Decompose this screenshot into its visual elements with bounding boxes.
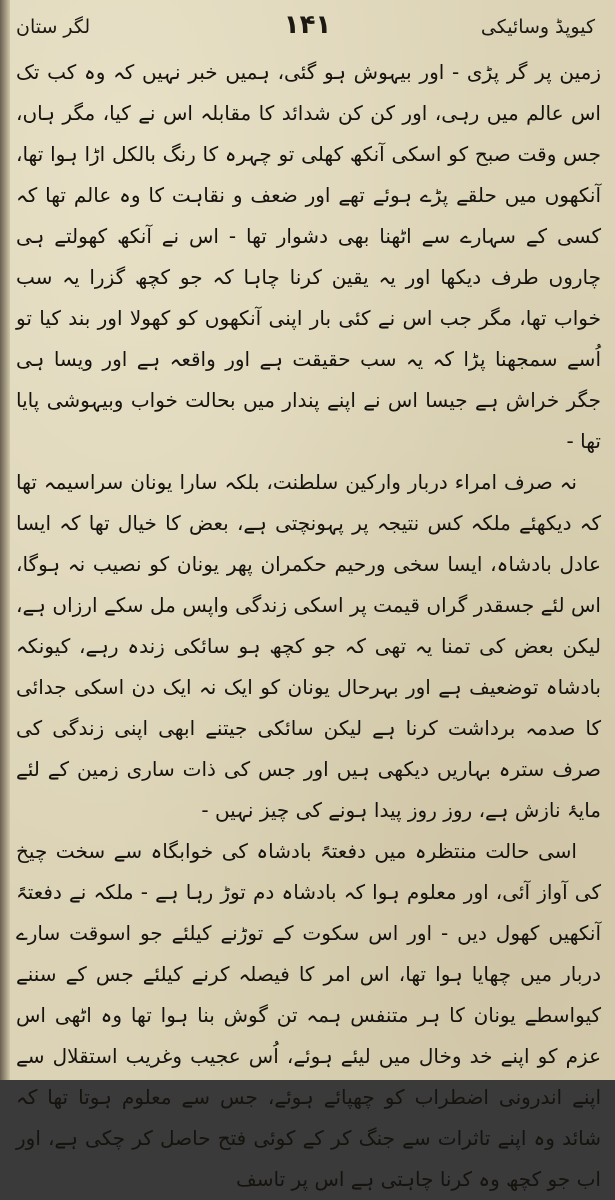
running-header xyxy=(16,4,599,48)
page-body xyxy=(16,52,601,1200)
page-binding-edge xyxy=(0,0,10,1080)
paragraph-2: نہ صرف امراء دربار وارکین سلطنت، بلکہ سارا یونان سراسیمہ تھا کہ دیکھئے ملکہ کس نتیجہ پر پہونچتی ہے، بعض کا خیال تھا کہ ایسا عادل بادشاہ، ایسا سخی ورحیم حکمران پھر یونان کو نصیب نہ ہوگا، اس لئے جسقدر گراں قیمت پر اسکی زندگی واپس مل سکے ارزاں ہے، لیکن بعض کی تمنا یہ تھی کہ جو کچھ ہو سائکی زندہ رہے، کیونکہ بادشاہ توضعیف ہے اور بہرحال یونان کو ایک نہ ایک دن اسکی جدائی کا صدمہ برداشت کرنا ہے لیکن سائکی جیتنے ابھی اپنی زندگی کی صرف سترہ بہاریں دیکھی ہیں اور جس کی ذات ساری زمین کے لئے مایۂ نازش ہے، روز روز پیدا ہونے کی چیز نہیں - xyxy=(16,470,601,822)
paragraph-3: اسی حالت منتظرہ میں دفعتہً بادشاہ کی خوابگاہ سے سخت چیخ کی آواز آئی، اور معلوم ہوا کہ بادشاہ دم توڑ رہا ہے - ملکہ نے دفعتہً آنکھیں کھول دیں - اور اس سکوت کے توڑنے کیلئے جو اسوقت سارے دربار میں چھایا ہوا تھا، اس امر کا فیصلہ کرنے کیلئے جس کے سننے کیواسطے یونان کا ہر متنفس ہمہ تن گوش بنا ہوا تھا وہ اٹھی اس عزم کو اپنے خد وخال میں لیئے ہوئے، اُس عجیب وغریب استقلال سے اپنے اندرونی اضطراب کو چھپائے ہوئے، جس سے معلوم ہوتا تھا کہ شائد وہ اپنے تاثرات سے جنگ کر کے کوئی فتح حاصل کر چکی ہے، اور اب جو کچھ وہ کرنا چاہتی ہے اس پر تاسف xyxy=(16,839,601,1191)
header-right-title: کیوپڈ وسائیکی xyxy=(480,16,595,38)
paragraph-1: زمین پر گر پڑی - اور بیہوش ہو گئی، ہمیں خبر نہیں کہ وہ کب تک اس عالم میں رہی، اور کن کن شدائد کا مقابلہ اس نے کیا، مگر ہاں، جس وقت صبح کو اسکی آنکھ کھلی تو چہرہ کا رنگ بالکل اڑا ہوا تھا، آنکھوں میں حلقے پڑے ہوئے تھے اور ضعف و نقاہت کا وہ عالم تھا کہ کسی کے سہارے سے اٹھنا بھی دشوار تھا - اس نے آنکھ کھولتے ہی چاروں طرف دیکھا اور یہ یقین کرنا چاہا کہ جو کچھ گزرا یہ سب خواب تھا، مگر جب اس نے کئی بار اپنی آنکھوں کو کھولا اور بند کیا تو اُسے سمجھنا پڑا کہ یہ سب حقیقت ہے اور واقعہ ہے اور ویسا ہی جگر خراش ہے جیسا اس نے اپنے پندار میں بحالت خواب وبیہوشی پایا تھا - xyxy=(16,60,601,453)
page-number: ۱۴۱ xyxy=(283,10,332,40)
header-left-title: لگر ستان xyxy=(16,16,91,38)
